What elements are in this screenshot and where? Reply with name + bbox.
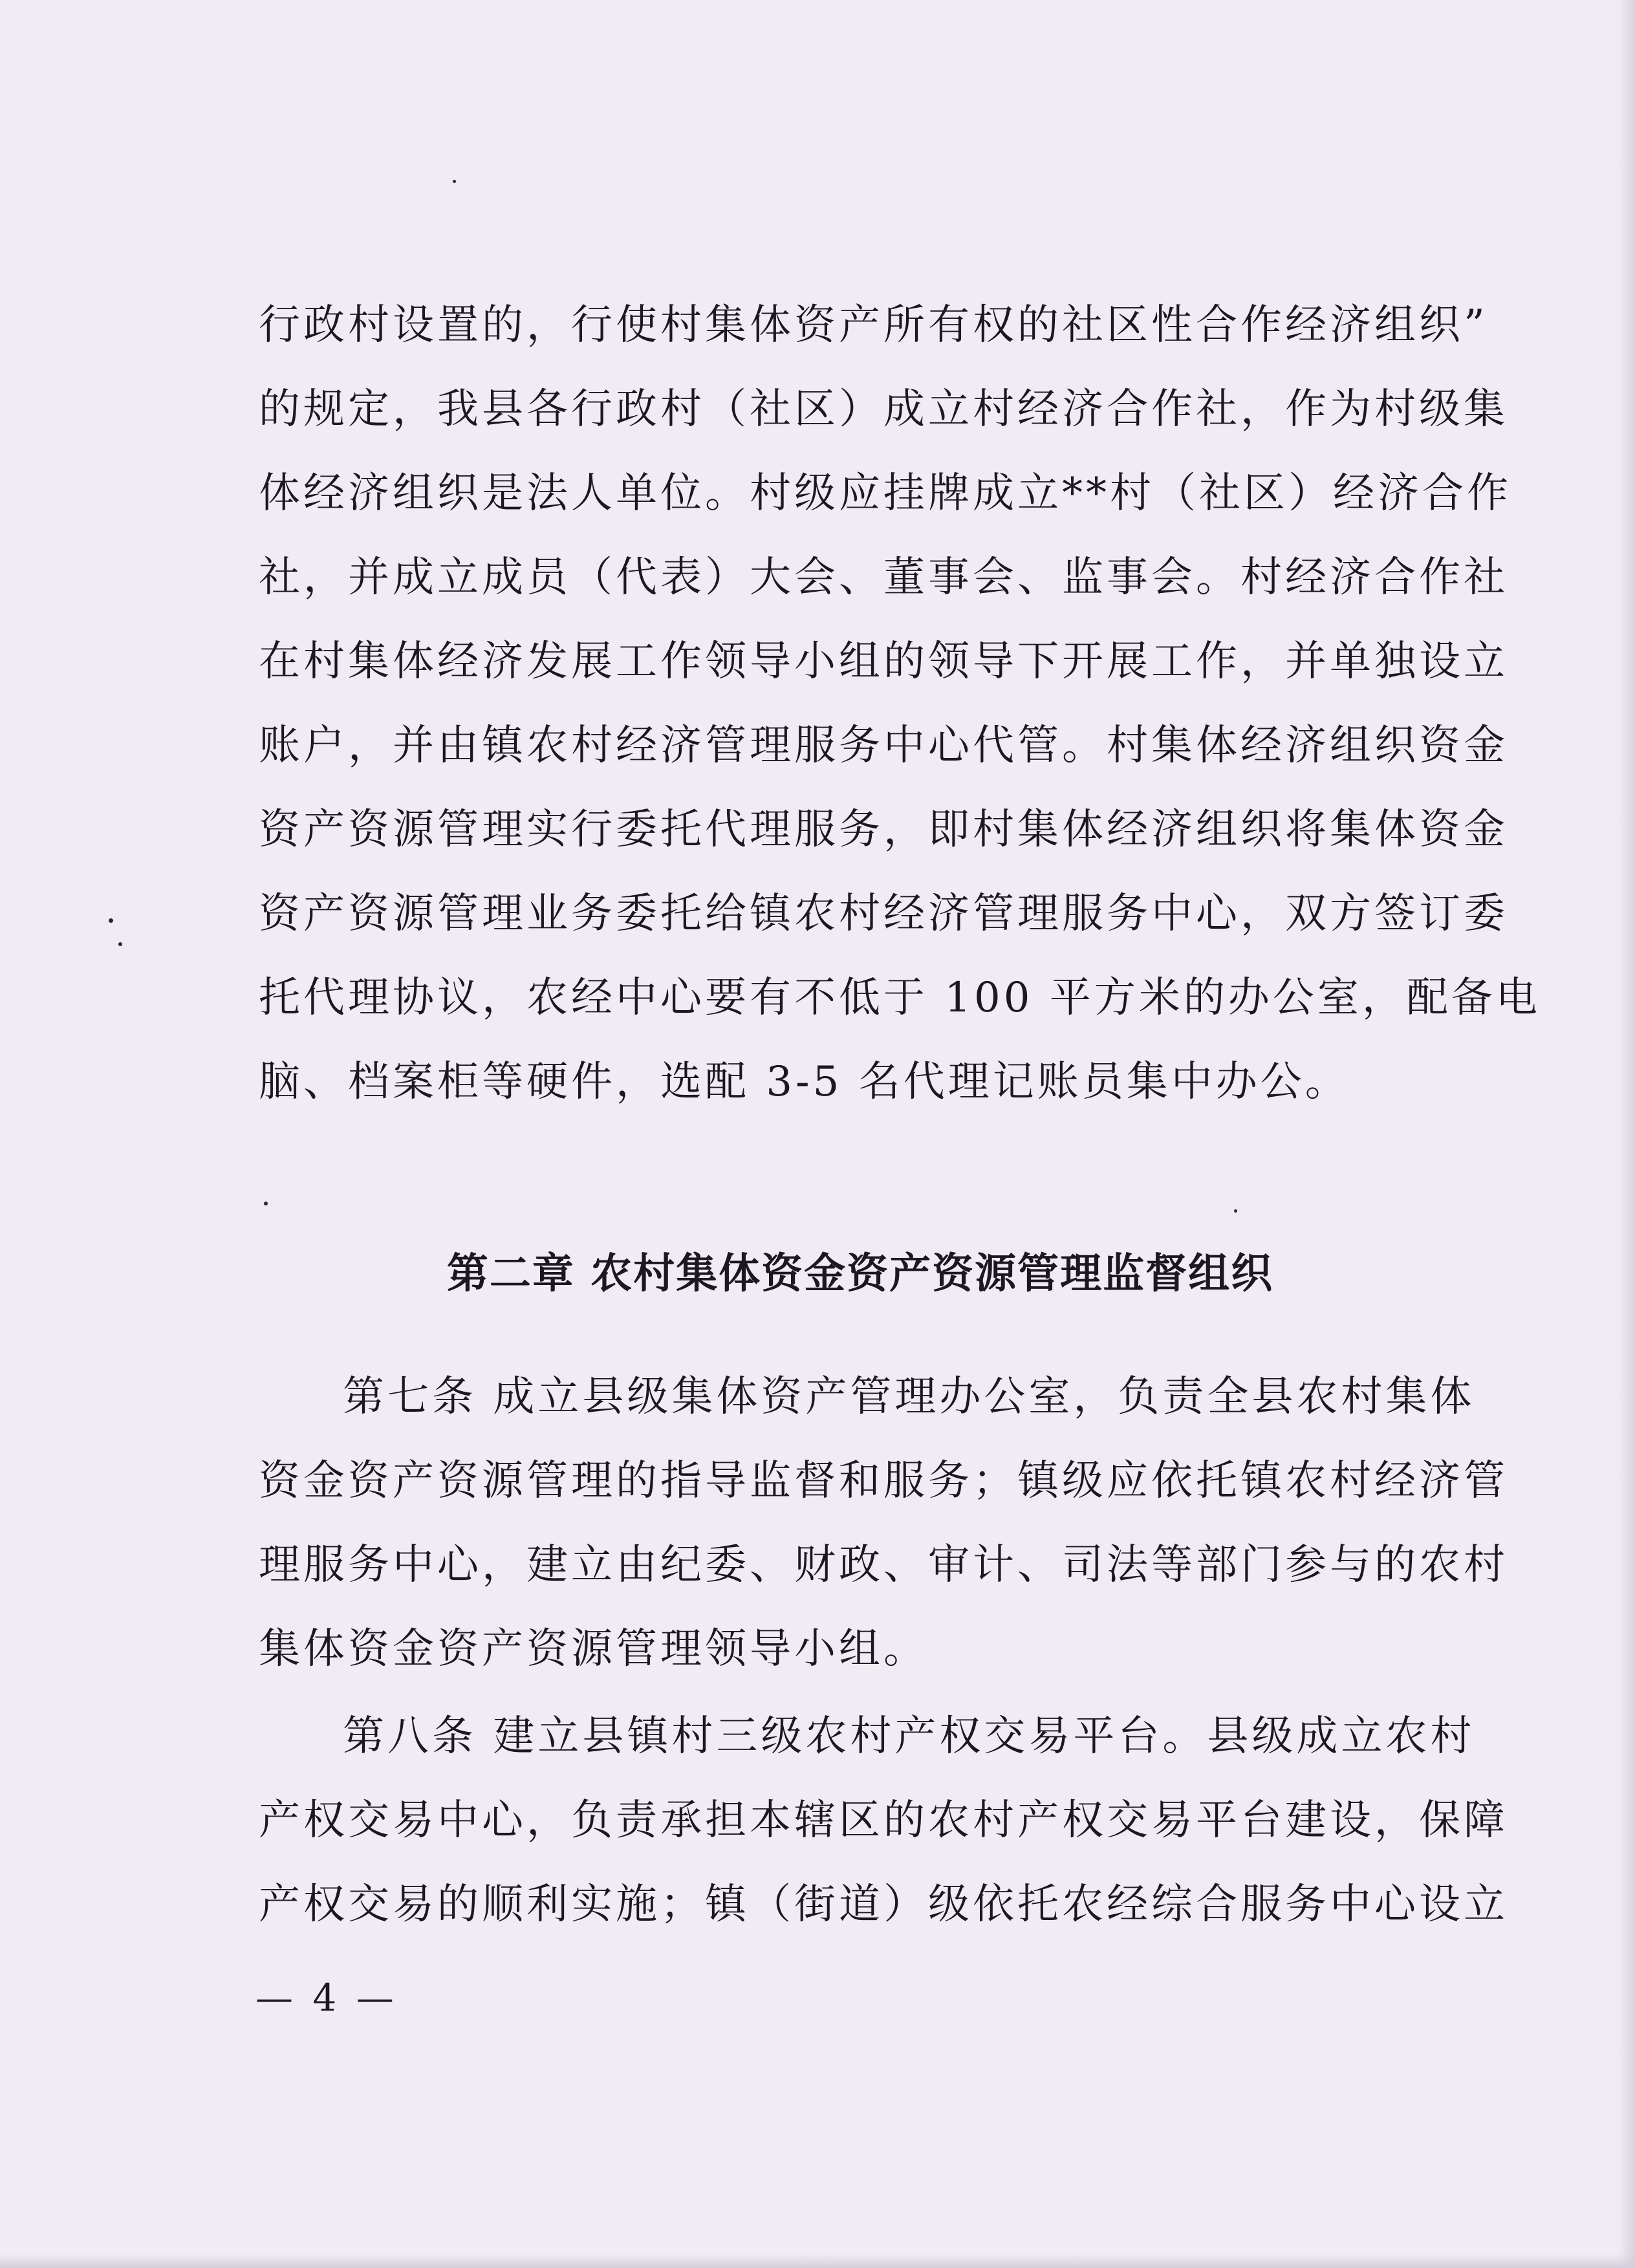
- text-line: 产权交易中心，负责承担本辖区的农村产权交易平台建设，保障: [259, 1797, 1508, 1844]
- article-8: [259, 1694, 1508, 1947]
- scan-speck: [264, 1202, 268, 1205]
- text-line: 资产资源管理实行委托代理服务，即村集体经济组织将集体资金: [259, 806, 1508, 854]
- text-line: 产权交易的顺利实施；镇（街道）级依托农经综合服务中心设立: [259, 1881, 1508, 1928]
- scan-speck: [453, 180, 456, 183]
- text-line: 资金资产资源管理的指导监督和服务；镇级应依托镇农村经济管: [259, 1457, 1508, 1505]
- scan-edge-bottom: [0, 2254, 1635, 2268]
- scan-speck: [1234, 1209, 1237, 1213]
- text-line: 账户，并由镇农村经济管理服务中心代管。村集体经济组织资金: [259, 722, 1508, 770]
- scan-edge-right: [1618, 0, 1635, 2268]
- text-line: 第八条 建立县镇村三级农村产权交易平台。县级成立农村: [343, 1712, 1475, 1760]
- text-line: 资产资源管理业务委托给镇农村经济管理服务中心，双方签订委: [259, 890, 1508, 938]
- article-7: [259, 1355, 1508, 1691]
- paragraph-continuation: [259, 283, 1541, 1124]
- text-line: 第七条 成立县级集体资产管理办公室，负责全县农村集体: [343, 1373, 1475, 1421]
- scan-speck: [118, 942, 122, 946]
- text-line: 理服务中心，建立由纪委、财政、审计、司法等部门参与的农村: [259, 1541, 1508, 1589]
- text-line: 体经济组织是法人单位。村级应挂牌成立**村（社区）经济合作: [259, 470, 1511, 517]
- scan-speck: [109, 918, 113, 923]
- text-line: 集体资金资产资源管理领导小组。: [259, 1625, 928, 1673]
- text-line: 行政村设置的，行使村集体资产所有权的社区性合作经济组织”: [259, 301, 1488, 349]
- text-line: 托代理协议，农经中心要有不低于 100 平方米的办公室，配备电: [259, 974, 1541, 1022]
- text-line: 社，并成立成员（代表）大会、董事会、监事会。村经济合作社: [259, 554, 1508, 601]
- text-line: 脑、档案柜等硬件，选配 3-5 名代理记账员集中办公。: [259, 1058, 1350, 1106]
- chapter-heading: 第二章 农村集体资金资产资源管理监督组织: [446, 1250, 1274, 1298]
- page-number: — 4 —: [255, 1976, 398, 2020]
- text-line: 在村集体经济发展工作领导小组的领导下开展工作，并单独设立: [259, 638, 1508, 686]
- text-line: 的规定，我县各行政村（社区）成立村经济合作社，作为村级集: [259, 385, 1508, 433]
